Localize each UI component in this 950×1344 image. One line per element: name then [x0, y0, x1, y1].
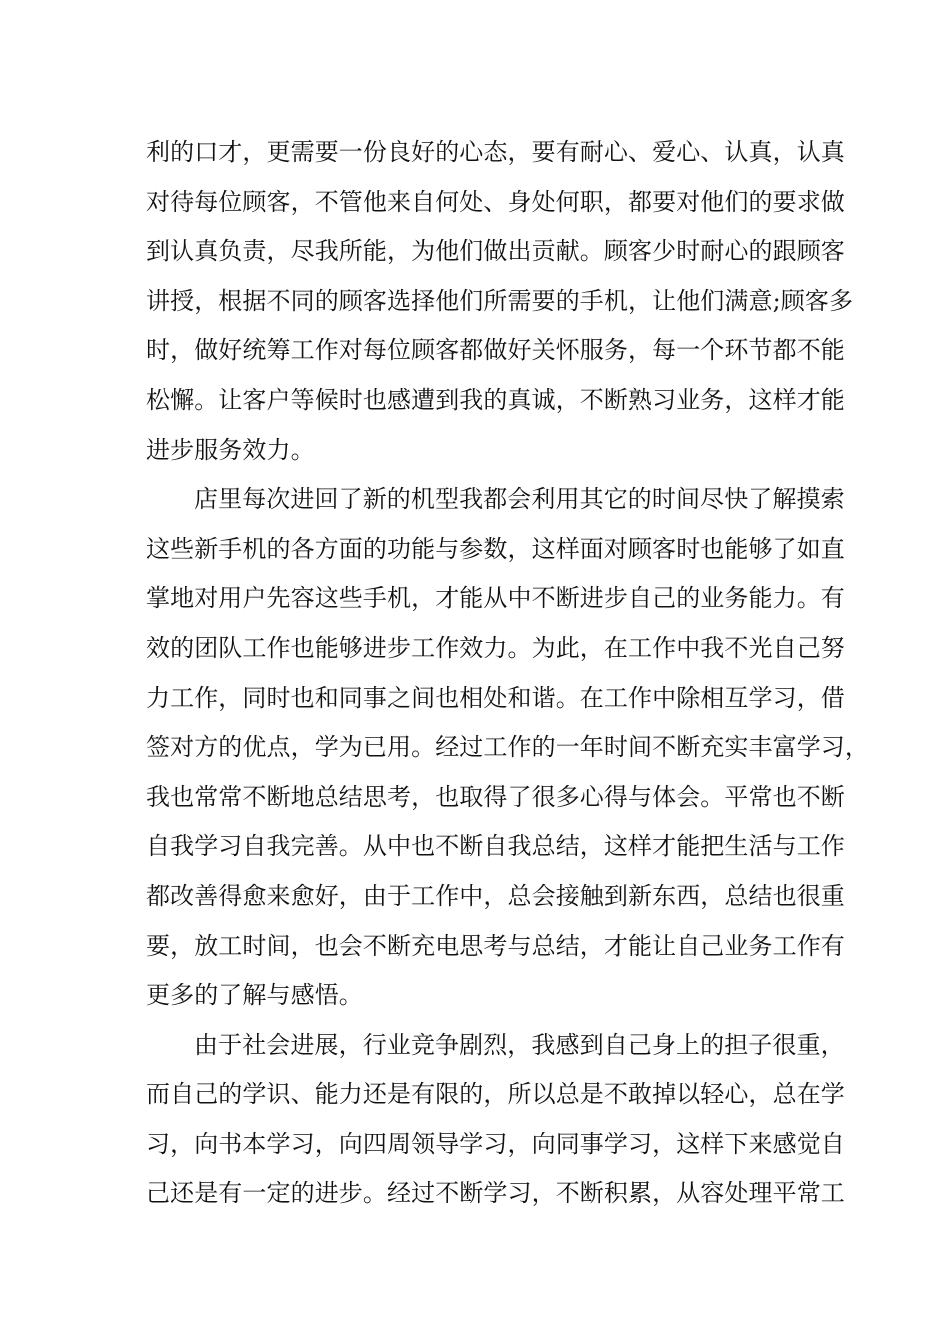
text-line: 到认真负责，尽我所能，为他们做出贡献。顾客少时耐心的跟顾客: [146, 237, 845, 266]
text-line: 自我学习自我完善。从中也不断自我总结，这样才能把生活与工作: [146, 832, 845, 861]
text-line: 更多的了解与感悟。: [146, 981, 363, 1010]
text-line: 这些新手机的各方面的功能与参数，这样面对顾客时也能够了如直: [146, 534, 845, 563]
text-line: 对待每位顾客，不管他来自何处、身处何职，都要对他们的要求做: [146, 187, 845, 216]
paragraph-first-line: 店里每次进回了新的机型我都会利用其它的时间尽快了解摸索: [194, 485, 845, 514]
text-line: 进步服务效力。: [146, 435, 315, 464]
text-line: 效的团队工作也能够进步工作效力。为此，在工作中我不光自己努: [146, 633, 845, 662]
text-line: 力工作，同时也和同事之间也相处和谐。在工作中除相互学习，借: [146, 683, 845, 712]
text-line: 都改善得愈来愈好，由于工作中，总会接触到新东西，总结也很重: [146, 881, 845, 910]
text-line: 签对方的优点，学为已用。经过工作的一年时间不断充实丰富学习，: [146, 733, 869, 762]
text-line: 习，向书本学习，向四周领导学习，向同事学习，这样下来感觉自: [146, 1129, 845, 1158]
text-line: 掌地对用户先容这些手机，才能从中不断进步自己的业务能力。有: [146, 584, 845, 613]
body-text: [146, 128, 869, 1219]
text-line: 松懈。让客户等候时也感遭到我的真诚，不断熟习业务，这样才能: [146, 385, 845, 414]
text-line: 我也常常不断地总结思考，也取得了很多心得与体会。平常也不断: [146, 782, 845, 811]
text-line: 讲授，根据不同的顾客选择他们所需要的手机，让他们满意;顾客多: [146, 286, 854, 315]
paragraph-first-line: 由于社会进展，行业竞争剧烈，我感到自己身上的担子很重，: [194, 1030, 845, 1059]
text-line: 利的口才，更需要一份良好的心态，要有耐心、爱心、认真，认真: [146, 138, 845, 166]
text-line: 时，做好统筹工作对每位顾客都做好关怀服务，每一个环节都不能: [146, 336, 845, 365]
text-line: 要，放工时间，也会不断充电思考与总结，才能让自己业务工作有: [146, 931, 845, 960]
text-line: 己还是有一定的进步。经过不断学习，不断积累，从容处理平常工: [146, 1179, 845, 1208]
text-line: 而自己的学识、能力还是有限的，所以总是不敢掉以轻心，总在学: [146, 1080, 845, 1109]
